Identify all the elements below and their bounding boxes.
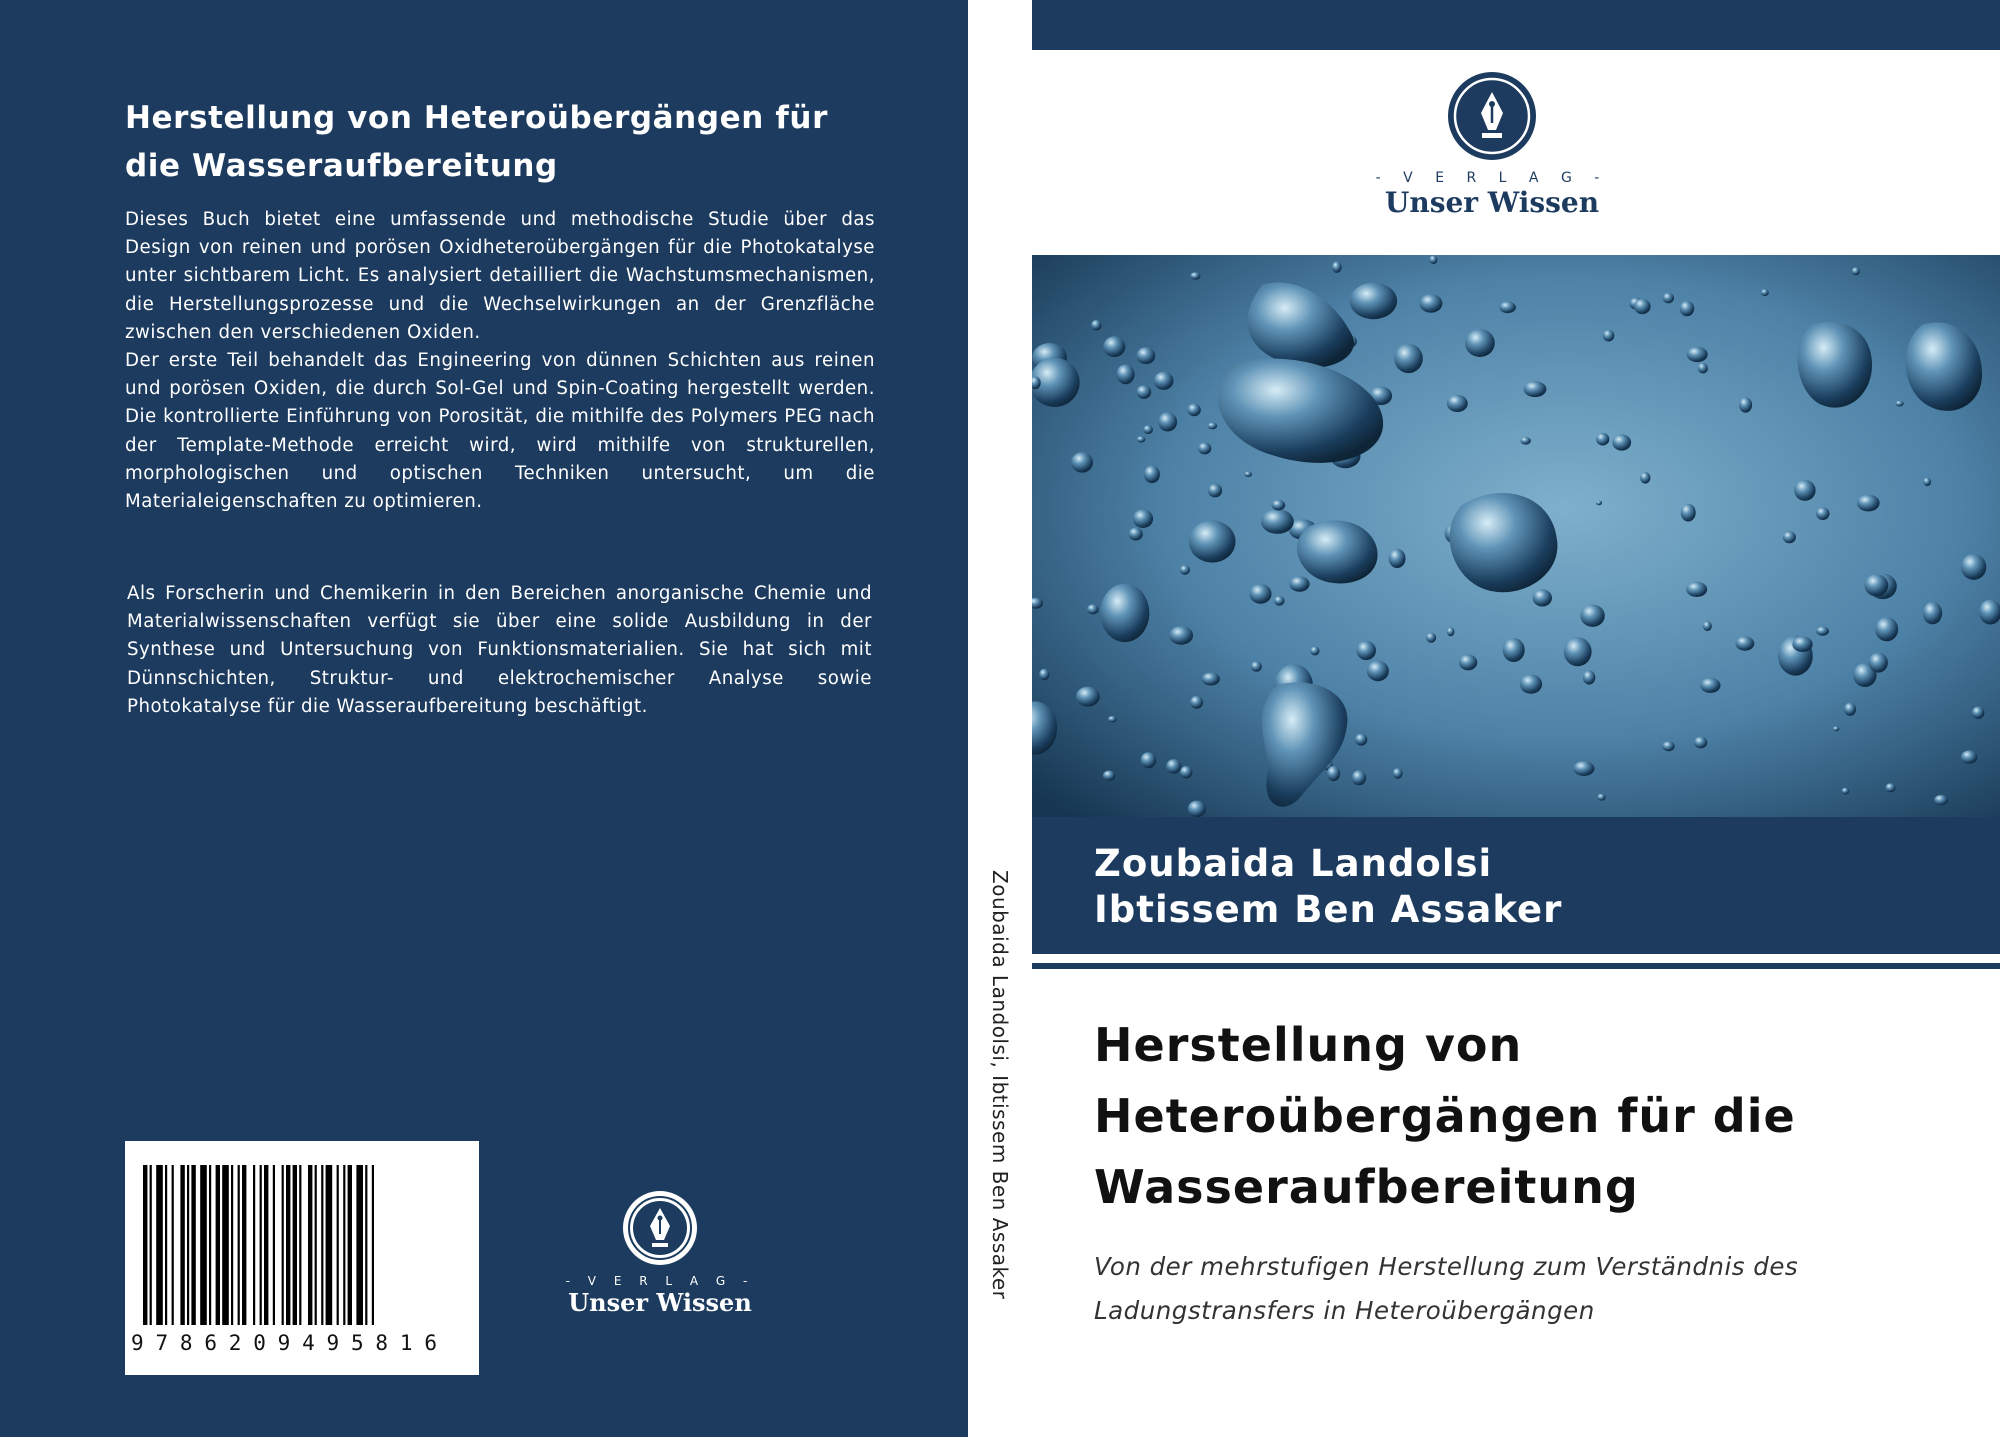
water-droplet [1169, 626, 1193, 645]
fountain-pen-nib-emblem-icon [620, 1188, 700, 1268]
barcode-bar [308, 1165, 312, 1325]
water-droplet [1180, 565, 1190, 575]
barcode-bar [143, 1165, 147, 1325]
spine [968, 0, 1032, 1437]
water-droplet [1844, 703, 1856, 716]
back-publisher-logo [560, 1188, 760, 1318]
water-droplet [1842, 788, 1849, 795]
water-droplet [1447, 395, 1468, 412]
water-droplet [1640, 472, 1650, 484]
water-droplet [1680, 301, 1694, 316]
barcode-bar [286, 1165, 290, 1325]
water-droplet [1141, 752, 1157, 768]
front-cover [1032, 0, 2000, 1437]
author-name: Zoubaida Landolsi [1094, 842, 1493, 885]
barcode-bar [253, 1165, 255, 1325]
water-droplet [1934, 795, 1948, 805]
water-droplet [1687, 347, 1708, 362]
water-droplet [1190, 272, 1200, 280]
barcode-bar [156, 1165, 163, 1325]
description-paragraph-1: Dieses Buch bietet eine umfassende und methodische Studie über das Design von reinen und porösen Oxidheteroübergängen für die Photokatalyse unter sichtbarem Licht. Es analysiert detailliert die Wachstumsmechanismen, die Herstellungsprozesse und die Wechselwirkungen an der Grenzfläche zwischen den verschiedenen Oxiden. [125, 209, 875, 343]
water-droplet [1662, 741, 1674, 751]
author-bio: Als Forscherin und Chemikerin in den Bereichen anorganische Chemie und Materialwissenschaften verfügt sie über eine solide Ausbildung in der Synthese und Untersuchung von Funktionsmaterialien. Sie hat sich mit Dünnschichten, Struktur- und elektrochemischer Analyse sowie Photokatalyse für die Wasseraufbereitung beschäftigt. [127, 583, 872, 717]
water-droplet [1039, 669, 1049, 680]
water-droplet [1896, 401, 1904, 407]
water-droplet [1573, 761, 1594, 776]
water-droplet [1087, 604, 1099, 614]
water-droplet [1419, 294, 1442, 313]
water-droplet [1310, 646, 1319, 655]
water-droplet [1180, 766, 1192, 778]
water-droplet [1190, 696, 1203, 709]
barcode-bar [326, 1165, 333, 1325]
water-droplet [1108, 716, 1117, 722]
isbn-number: 9786209495816 [131, 1331, 449, 1355]
water-droplet [1137, 347, 1156, 364]
water-droplet [1694, 737, 1707, 749]
barcode-bar [180, 1165, 184, 1325]
water-droplet [1208, 484, 1222, 498]
barcode-bar [282, 1165, 284, 1325]
barcode-bar [172, 1165, 174, 1325]
water-droplet [1865, 574, 1889, 596]
barcode-bar [216, 1165, 220, 1325]
barcode-bar [293, 1165, 297, 1325]
barcode-bar [337, 1165, 339, 1325]
water-droplet [1352, 770, 1366, 785]
barcode-bar [222, 1165, 229, 1325]
water-droplet [1923, 478, 1931, 487]
water-droplet [1703, 621, 1712, 631]
water-droplet [1520, 437, 1531, 445]
water-droplet [1350, 283, 1397, 320]
water-droplet [1524, 381, 1547, 397]
barcode-bar [315, 1165, 317, 1325]
barcode-bar [273, 1165, 275, 1325]
barcode-bar [372, 1165, 374, 1325]
barcode-bar [299, 1165, 301, 1325]
barcode-bar [264, 1165, 268, 1325]
water-droplet [1681, 504, 1696, 522]
barcode-bar [348, 1165, 352, 1325]
barcode-bars-icon [143, 1165, 461, 1325]
back-publisher-name: Unser Wissen [568, 1288, 752, 1317]
water-droplet [1875, 617, 1898, 641]
water-droplet [1202, 673, 1220, 686]
water-droplet [1634, 299, 1651, 314]
water-droplet [1103, 336, 1125, 357]
water-droplet [1071, 452, 1093, 472]
water-droplet [1961, 554, 1986, 580]
description-paragraph-2: Der erste Teil behandelt das Engineering von dünnen Schichten aus reinen und porösen Oxiden, die durch Sol-Gel und Spin-Coating hergestellt werden. Die kontrollierte Einführung von Porosität, die mithilfe des Polymers PEG nach der Template-Methode erreicht wird, wird mithilfe von strukturellen, morphologischen und optischen Techniken untersucht, um die Materialeigenschaften zu optimieren. [125, 350, 875, 513]
water-droplet [1596, 433, 1609, 446]
water-droplet [1251, 661, 1262, 671]
barcode-bar [343, 1165, 345, 1325]
water-droplet [1429, 255, 1437, 264]
water-droplet [1244, 471, 1252, 477]
water-droplet [1761, 289, 1769, 296]
water-droplets-image [1032, 255, 2000, 817]
water-droplet [1274, 596, 1285, 606]
water-droplet [1816, 627, 1829, 636]
water-droplet [1564, 637, 1592, 666]
water-droplet [1686, 582, 1707, 597]
water-droplet [1972, 707, 1984, 719]
water-droplet [1612, 434, 1631, 450]
water-droplet [1250, 584, 1272, 604]
barcode-bar [238, 1165, 240, 1325]
barcode-bar [260, 1165, 262, 1325]
water-droplet [1792, 637, 1812, 652]
barcode-bar [365, 1165, 367, 1325]
water-droplet [1208, 423, 1218, 430]
water-droplet [1580, 605, 1604, 627]
barcode-bar [187, 1165, 189, 1325]
back-cover-description [125, 206, 875, 516]
water-droplet [1367, 661, 1389, 682]
water-droplet [1583, 670, 1595, 684]
water-droplet [1289, 576, 1309, 591]
water-droplet [1137, 436, 1146, 442]
water-droplet [1885, 783, 1895, 792]
barcode-bar [356, 1165, 363, 1325]
water-droplet [1739, 397, 1752, 412]
fountain-pen-nib-emblem-icon [1446, 70, 1538, 162]
water-droplet [1136, 385, 1151, 399]
water-droplet [1869, 653, 1888, 673]
water-droplet [1103, 771, 1115, 781]
water-droplet [1857, 495, 1880, 512]
water-droplet [1187, 404, 1200, 417]
water-droplet [1961, 750, 1977, 763]
water-droplet [1355, 734, 1367, 746]
water-droplet [1459, 655, 1477, 671]
front-publisher-logo [1372, 70, 1612, 219]
barcode-bar [209, 1165, 211, 1325]
spine-authors: Zoubaida Landolsi, Ibtissem Ben Assaker [988, 870, 1012, 1300]
water-droplet [1188, 801, 1206, 817]
front-divider [1032, 963, 2000, 969]
water-droplet [1117, 364, 1135, 384]
water-droplet [1100, 584, 1149, 642]
water-droplet [1394, 344, 1423, 373]
water-droplet [1852, 267, 1860, 275]
water-droplet [1272, 500, 1286, 511]
water-droplet [1698, 363, 1708, 374]
barcode-bar [165, 1165, 167, 1325]
water-droplet [1603, 330, 1614, 342]
water-droplet [1596, 501, 1602, 506]
back-cover-title: Herstellung von Heteroübergängen für die Wasseraufbereitung [125, 100, 828, 184]
water-droplet [1091, 320, 1101, 331]
water-droplet [1129, 528, 1143, 541]
water-droplet [1327, 766, 1340, 781]
water-droplet [1503, 638, 1525, 662]
water-droplet [1597, 794, 1605, 801]
water-droplet [1332, 261, 1342, 272]
front-cover-subtitle: Von der mehrstufigen Herstellung zum Verständnis des Ladungstransfers in Heteroübergängen [1094, 1252, 1799, 1325]
author-name: Ibtissem Ben Assaker [1094, 888, 1563, 931]
water-droplet [1533, 589, 1552, 606]
water-droplet [1143, 425, 1153, 434]
back-cover [0, 0, 968, 1437]
water-droplet [1393, 768, 1403, 779]
water-droplet [1154, 372, 1174, 390]
water-droplet [1663, 293, 1674, 304]
barcode-bar [150, 1165, 152, 1325]
water-droplet [1189, 520, 1236, 562]
barcode-bar [231, 1165, 233, 1325]
water-droplet [1783, 531, 1796, 543]
water-droplet [1794, 480, 1815, 501]
water-droplet [1133, 509, 1153, 528]
back-publisher-verlag: - V E R L A G - [565, 1274, 755, 1288]
water-droplet [1166, 759, 1181, 774]
water-droplet [1833, 726, 1839, 731]
isbn-barcode [125, 1141, 479, 1375]
barcode-bar [242, 1165, 246, 1325]
water-droplet [1700, 678, 1720, 693]
water-droplet [1426, 633, 1436, 643]
water-droplet [1356, 641, 1376, 660]
author-band [1032, 817, 2000, 954]
water-droplet [1158, 412, 1177, 431]
water-droplets-icon [1032, 255, 2000, 817]
water-droplet [1499, 302, 1516, 314]
water-droplet [1923, 602, 1942, 625]
water-droplet [1816, 507, 1829, 520]
water-droplet [1520, 674, 1542, 693]
water-droplet [1076, 687, 1100, 707]
front-publisher-name: Unser Wissen [1384, 186, 1600, 219]
barcode-bar [200, 1165, 207, 1325]
water-droplet [1389, 549, 1406, 568]
barcode-bar [321, 1165, 323, 1325]
water-droplet [1736, 636, 1755, 650]
author-list [1094, 841, 1562, 933]
water-droplet [1144, 465, 1160, 483]
water-droplet [1198, 442, 1211, 454]
front-cover-title: Herstellung von Heteroübergängen für die Wasseraufbereitung [1094, 1018, 1796, 1214]
water-droplet [1465, 329, 1495, 357]
barcode-bar [191, 1165, 195, 1325]
front-top-bar [1032, 0, 2000, 50]
water-droplet [1447, 627, 1455, 636]
front-publisher-verlag: - V E R L A G - [1375, 170, 1609, 186]
water-droplet [1261, 509, 1294, 534]
